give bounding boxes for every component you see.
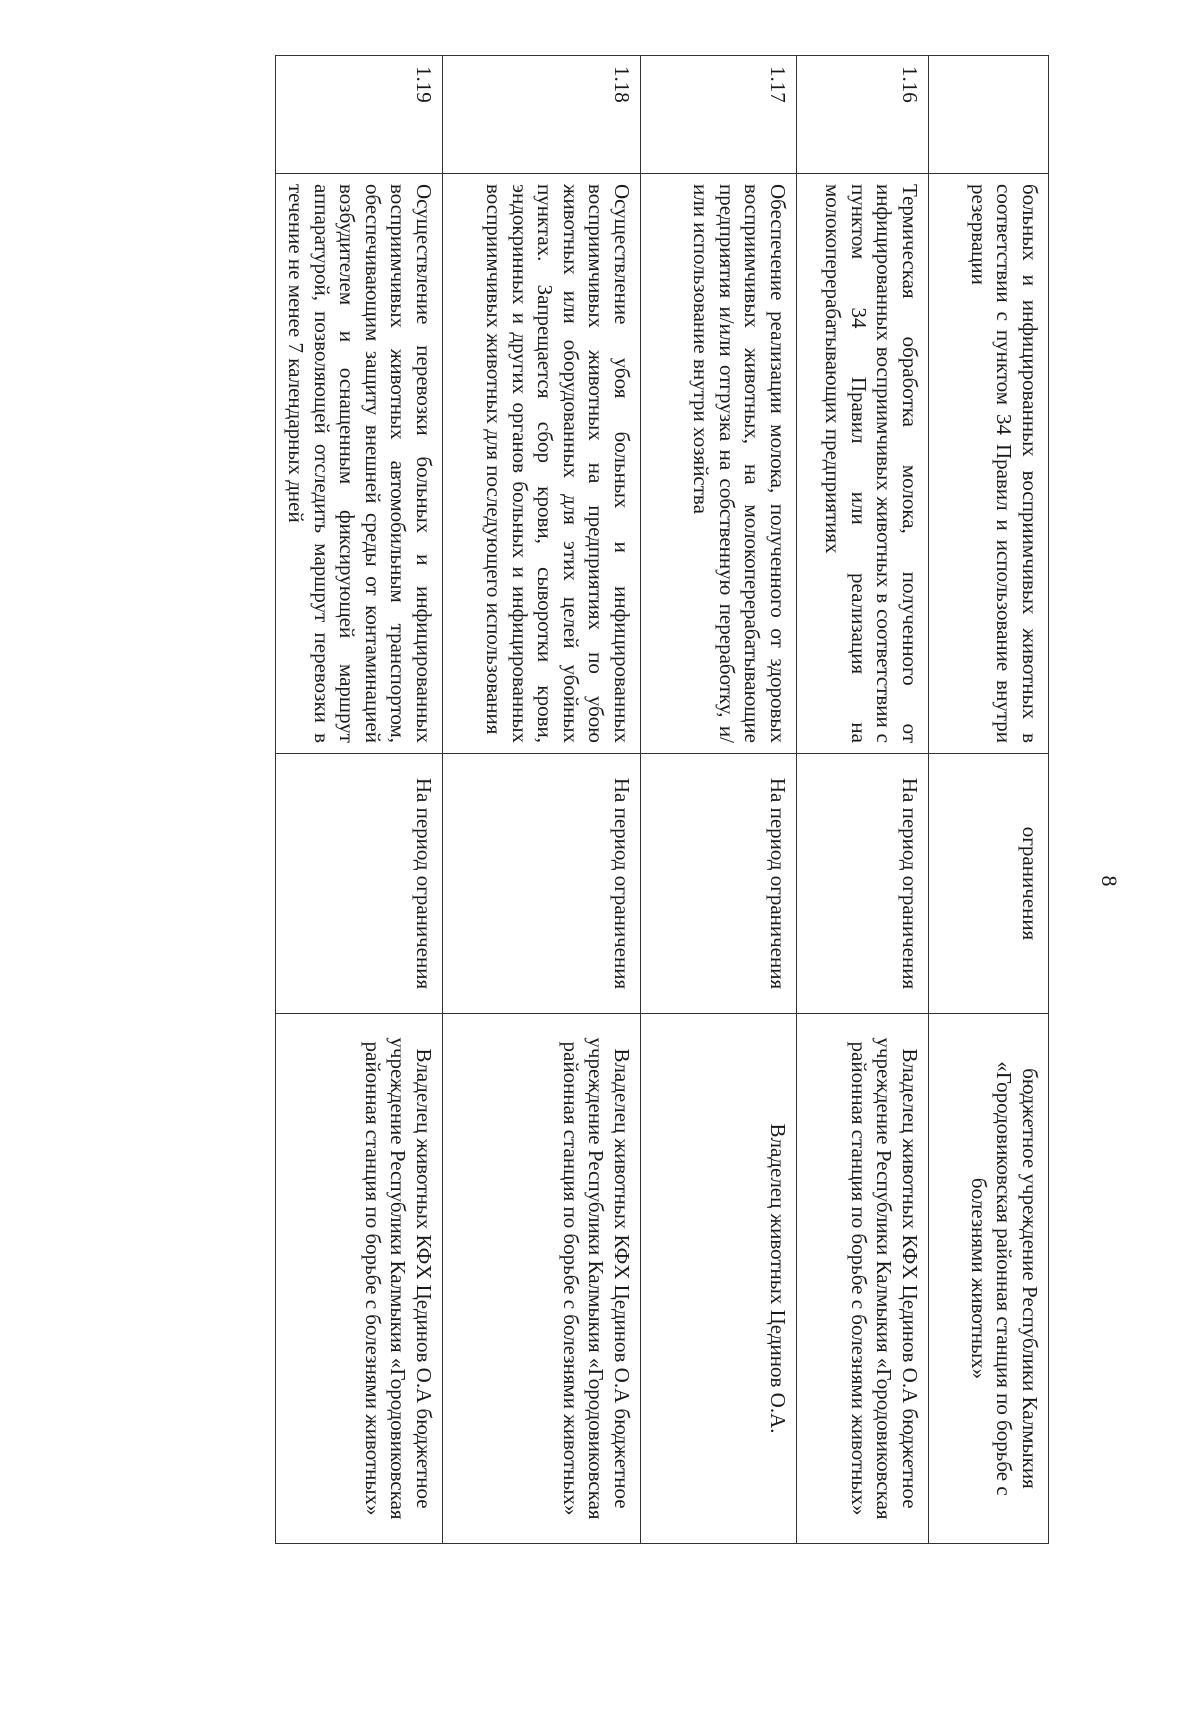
measure-description: Осуществление перевозки больных и инфицированных восприимчивых животных автомобильным транспортом, обеспечивающим защиту внешней среды от контаминацией возбудителем и оснащенным фиксирующей маршрут аппаратурой, позволяющей отследить маршрут перевозки в течение не менее 7 календарных дней bbox=[276, 174, 443, 754]
row-number bbox=[929, 56, 1049, 174]
responsible-party: Владелец животных КФХ Цединов О.А бюджетное учреждение Республики Калмыкия «Городовиковская районная станция по борьбе с болезнями животных» bbox=[443, 1014, 641, 1544]
responsible-party: Владелец животных КФХ Цединов О.А бюджетное учреждение Республики Калмыкия «Городовиковская районная станция по борьбе с болезнями животных» bbox=[797, 1014, 929, 1544]
row-number: 1.19 bbox=[276, 56, 443, 174]
table-row bbox=[929, 56, 1049, 1544]
table-row bbox=[276, 56, 443, 1544]
table-row bbox=[797, 56, 929, 1544]
measure-description: больных и инфицированных восприимчивых животных в соответствии с пунктом 34 Правил и использование внутри резервации bbox=[929, 174, 1049, 754]
measure-period: На период ограничения bbox=[276, 754, 443, 1014]
measure-period: На период ограничения bbox=[443, 754, 641, 1014]
measure-description: Обеспечение реализации молока, полученного от здоровых восприимчивых животных, на молокоперерабатывающие предприятия и/или отгрузка на собственную переработку, и/или использование внутри хозяйства bbox=[641, 174, 797, 754]
row-number: 1.18 bbox=[443, 56, 641, 174]
page-number: 8 bbox=[1097, 875, 1122, 887]
measure-period: ограничения bbox=[929, 754, 1049, 1014]
row-number: 1.16 bbox=[797, 56, 929, 174]
responsible-party: Владелец животных Цединов О.А. bbox=[641, 1014, 797, 1544]
row-number: 1.17 bbox=[641, 56, 797, 174]
responsible-party: Владелец животных КФХ Цединов О.А бюджетное учреждение Республики Калмыкия «Городовиковская районная станция по борьбе с болезнями животных» bbox=[276, 1014, 443, 1544]
measure-description: Термическая обработка молока, полученного от инфицированных восприимчивых животных в соответствии с пунктом 34 Правил или реализация на молокоперерабатывающих предприятиях bbox=[797, 174, 929, 754]
measures-table-rotated bbox=[283, 55, 1049, 1543]
table-row bbox=[443, 56, 641, 1544]
measure-period: На период ограничения bbox=[641, 754, 797, 1014]
measure-period: На период ограничения bbox=[797, 754, 929, 1014]
responsible-party: бюджетное учреждение Республики Калмыкия «Городовиковская районная станция по борьбе с болезнями животных» bbox=[929, 1014, 1049, 1544]
measures-table bbox=[275, 55, 1049, 1544]
measure-description: Осуществление убоя больных и инфицированных восприимчивых животных на предприятиях по убою животных или оборудованных для этих целей убойных пунктах. Запрещается сбор крови, сыворотки крови, эндокринных и других органов больных и инфицированных восприимчивых животных для последующего использования bbox=[443, 174, 641, 754]
table-row bbox=[641, 56, 797, 1544]
